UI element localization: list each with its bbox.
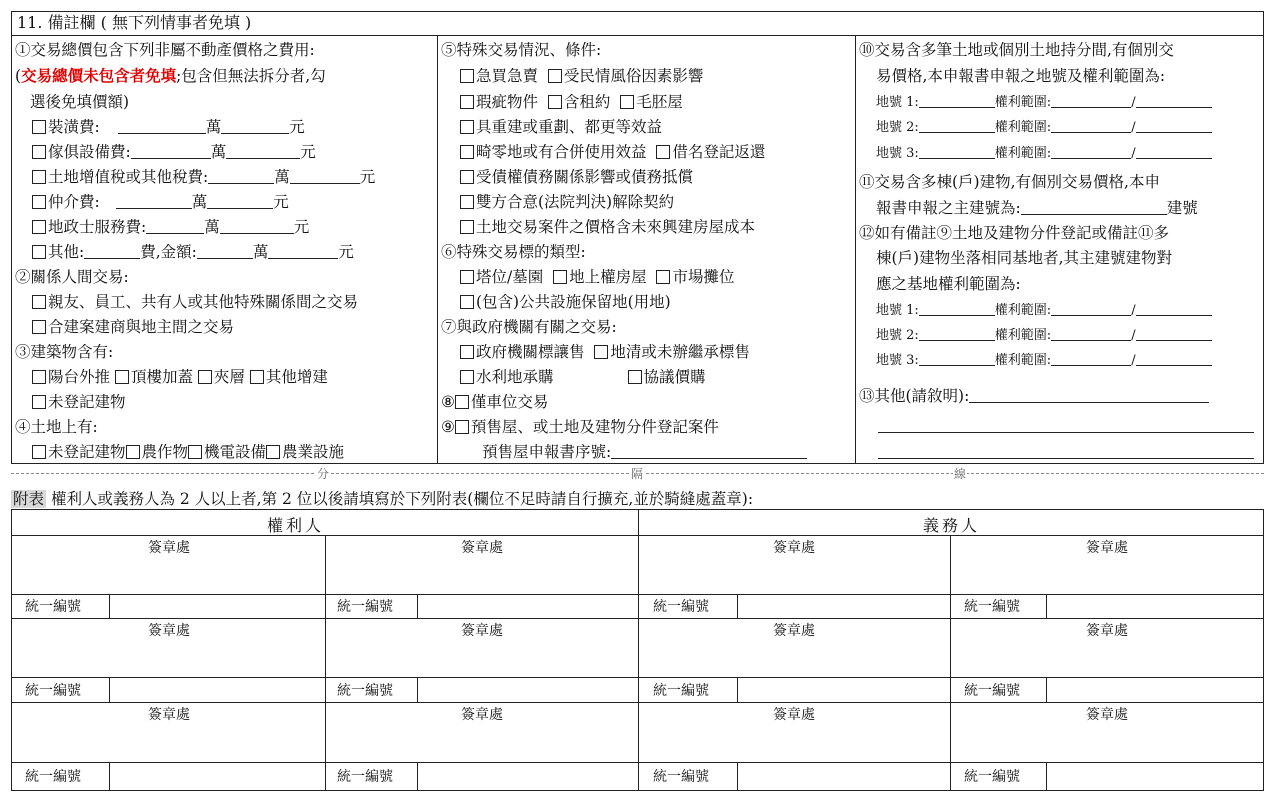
- item-12-rights-3-num[interactable]: [1051, 351, 1131, 366]
- uid-label: 統一編號: [964, 599, 1020, 615]
- furniture-wan-field[interactable]: [131, 144, 211, 159]
- future-cost-checkbox[interactable]: [460, 220, 474, 234]
- clearance-checkbox[interactable]: [594, 345, 608, 359]
- rebuild-checkbox[interactable]: [460, 120, 474, 134]
- seal-label: 簽章處: [461, 707, 503, 723]
- item-12-lot-2: 地號 2: 權利範圍: /: [876, 326, 1212, 346]
- uid-input[interactable]: [738, 595, 950, 618]
- odd-land-checkbox[interactable]: [460, 145, 474, 159]
- unregistered-row: 未登記建物: [32, 392, 126, 412]
- item-10-rights-1-den[interactable]: [1136, 93, 1212, 108]
- item-10-lot-3-field[interactable]: [919, 144, 995, 159]
- main-building-no-field[interactable]: [1021, 200, 1167, 215]
- uid-label: 統一編號: [337, 599, 393, 615]
- seal-label: 簽章處: [773, 540, 815, 556]
- seal-label: 簽章處: [773, 623, 815, 639]
- other-fee-wan-field[interactable]: [197, 244, 253, 259]
- item-13-field-1[interactable]: [969, 388, 1209, 403]
- seal-label: 簽章處: [1086, 623, 1128, 639]
- item-10-rights-2-num[interactable]: [1051, 118, 1131, 133]
- presale-serial-row: 預售屋申報書序號:: [482, 442, 807, 462]
- land-tax-yuan-field[interactable]: [290, 169, 360, 184]
- item-7-heading: ⑦與政府機關有關之交易:: [441, 318, 617, 336]
- uid-input[interactable]: [1047, 678, 1263, 702]
- attachment-note: 附表 權利人或義務人為 2 人以上者,第 2 位以後請填寫於下列附表(欄位不足時請自行擴充,並於騎縫處蓋章):: [13, 490, 754, 508]
- item-10-lot-2: 地號 2: 權利範圍: /: [876, 118, 1212, 138]
- attachment-tag: 附表: [13, 490, 45, 508]
- crops-checkbox[interactable]: [126, 445, 140, 459]
- relation-row: 親友、員工、共有人或其他特殊關係間之交易: [32, 292, 358, 312]
- urgent-checkbox[interactable]: [460, 69, 474, 83]
- item-10-rights-3-den[interactable]: [1136, 144, 1212, 159]
- negotiate-checkbox[interactable]: [628, 370, 642, 384]
- special-row-1: 急買急賣 受民情風俗因素影響: [460, 66, 703, 86]
- item-12-lot-2-field[interactable]: [919, 326, 995, 341]
- column-divider-1: [437, 36, 438, 464]
- shell-checkbox[interactable]: [620, 95, 634, 109]
- table-center-divider: [638, 510, 639, 790]
- seal-label: 簽章處: [1086, 540, 1128, 556]
- special-row-7: 土地交易案件之價格含未來興建房屋成本: [460, 217, 755, 237]
- renovation-checkbox[interactable]: [32, 120, 46, 134]
- special-row-4: 畸零地或有合併使用效益 借名登記返還: [460, 142, 765, 162]
- other-fee-checkbox[interactable]: [32, 245, 46, 259]
- uid-input[interactable]: [418, 595, 638, 618]
- item-10-rights-1-num[interactable]: [1051, 93, 1131, 108]
- not-included-note: 交易總價未包含者免填: [21, 66, 177, 85]
- item-6-heading: ⑥特殊交易標的類型:: [441, 243, 586, 261]
- uid-label: 統一編號: [964, 683, 1020, 699]
- uid-input[interactable]: [418, 763, 638, 790]
- land-tax-row: 土地增值稅或其他稅費: 萬 元: [32, 167, 375, 187]
- seal-label: 簽章處: [461, 540, 503, 556]
- table-divider-left: [325, 535, 326, 790]
- relation-checkbox[interactable]: [32, 295, 46, 309]
- seal-label: 簽章處: [773, 707, 815, 723]
- uid-input[interactable]: [110, 595, 325, 618]
- rights-holder-header: 權利人: [267, 516, 325, 535]
- item-12-lot-1: 地號 1: 權利範圍: /: [876, 301, 1212, 321]
- attachment-table: [11, 509, 1264, 791]
- uid-input[interactable]: [738, 763, 950, 790]
- item-10-rights-3-num[interactable]: [1051, 144, 1131, 159]
- joint-build-checkbox[interactable]: [32, 320, 46, 334]
- item-10-rights-2-den[interactable]: [1136, 118, 1212, 133]
- item-10-heading-2: 易價格,本申報書申報之地號及權利範圍為:: [876, 67, 1166, 85]
- farm-checkbox[interactable]: [266, 445, 280, 459]
- cancel-checkbox[interactable]: [460, 195, 474, 209]
- uid-label: 統一編號: [964, 769, 1020, 785]
- section-title: 11. 備註欄 ( 無下列情事者免填 ): [11, 11, 1264, 36]
- item-4-heading: ④土地上有:: [15, 418, 98, 436]
- debt-checkbox[interactable]: [460, 170, 474, 184]
- market-stall-checkbox[interactable]: [656, 270, 670, 284]
- cut-line-label-2: 隔: [631, 467, 644, 481]
- lease-checkbox[interactable]: [548, 95, 562, 109]
- gov-row-1: 政府機關標讓售 地清或未辦繼承標售: [460, 342, 750, 362]
- uid-label: 統一編號: [25, 683, 81, 699]
- uid-input[interactable]: [1047, 595, 1263, 618]
- item-12-lot-3: 地號 3: 權利範圍: /: [876, 351, 1212, 371]
- type-row-1: 塔位/墓園 地上權房屋 市場攤位: [460, 267, 734, 287]
- agent-fee-wan-field[interactable]: [116, 194, 192, 209]
- uid-input[interactable]: [738, 678, 950, 702]
- agent-fee-yuan-field[interactable]: [207, 194, 273, 209]
- type-row-2: (包含)公共設施保留地(用地): [460, 292, 671, 312]
- row-2-end: [12, 702, 1263, 703]
- uid-input[interactable]: [110, 678, 325, 702]
- item-10-lot-2-field[interactable]: [919, 118, 995, 133]
- unregistered-checkbox[interactable]: [32, 395, 46, 409]
- other-fee-row: 其他: 費,金額: 萬 元: [32, 242, 354, 262]
- furniture-row: 傢俱設備費: 萬 元: [32, 142, 316, 162]
- public-land-checkbox[interactable]: [460, 295, 474, 309]
- uid-label: 統一編號: [653, 769, 709, 785]
- special-row-3: 具重建或重劃、都更等效益: [460, 117, 662, 137]
- item-13-row: ⑬其他(請敘明):: [859, 386, 1209, 406]
- obligor-header: 義務人: [923, 516, 981, 535]
- renovation-wan-field[interactable]: [118, 119, 206, 134]
- seal-label: 簽章處: [1086, 707, 1128, 723]
- item-3-heading: ③建築物含有:: [15, 343, 114, 361]
- item-13-field-2[interactable]: [878, 432, 1254, 433]
- mech-checkbox[interactable]: [188, 445, 202, 459]
- uid-label: 統一編號: [25, 599, 81, 615]
- mezzanine-checkbox[interactable]: [198, 370, 212, 384]
- scrivener-checkbox[interactable]: [32, 220, 46, 234]
- nominee-checkbox[interactable]: [656, 145, 670, 159]
- seal-label: 簽章處: [148, 707, 190, 723]
- roof-checkbox[interactable]: [115, 370, 129, 384]
- folk-checkbox[interactable]: [548, 69, 562, 83]
- scrivener-wan-field[interactable]: [146, 219, 204, 234]
- item-1-note: (交易總價未包含者免填;包含但無法拆分者,勾: [15, 66, 326, 85]
- renovation-yuan-field[interactable]: [221, 119, 289, 134]
- uid-label: 統一編號: [337, 683, 393, 699]
- item-12-heading-2: 棟(戶)建物坐落相同基地者,其主建號建物對: [876, 249, 1173, 267]
- seal-label: 簽章處: [148, 540, 190, 556]
- defect-checkbox[interactable]: [460, 95, 474, 109]
- gov-tender-checkbox[interactable]: [460, 345, 474, 359]
- agent-fee-row: 仲介費: 萬 元: [32, 192, 289, 212]
- uid-input[interactable]: [110, 763, 325, 790]
- special-row-2: 瑕疵物件 含租約 毛胚屋: [460, 92, 683, 112]
- land-unreg-checkbox[interactable]: [32, 445, 46, 459]
- agent-fee-checkbox[interactable]: [32, 195, 46, 209]
- water-checkbox[interactable]: [460, 370, 474, 384]
- scrivener-row: 地政士服務費: 萬 元: [32, 217, 309, 237]
- item-12-heading: ⑫如有備註⑨土地及建物分件登記或備註⑪多: [859, 224, 1170, 242]
- item-10-heading: ⑩交易含多筆土地或個別土地持分間,有個別交: [859, 41, 1174, 59]
- item-12-rights-3-den[interactable]: [1136, 351, 1212, 366]
- item-11-building-row: 報書申報之主建號為: 建號: [876, 199, 1198, 217]
- item-2-heading: ②關係人間交易:: [15, 268, 129, 286]
- item-13-field-3[interactable]: [878, 458, 1254, 459]
- column-divider-2: [855, 36, 856, 464]
- item-10-lot-1-field[interactable]: [919, 93, 995, 108]
- seal-label: 簽章處: [148, 623, 190, 639]
- uid-label: 統一編號: [653, 599, 709, 615]
- row-1-end: [12, 618, 1263, 619]
- scrivener-yuan-field[interactable]: [220, 219, 294, 234]
- land-items-row: 未登記建物 農作物 機電設備 農業設施: [32, 442, 344, 462]
- presale-checkbox[interactable]: [455, 420, 469, 434]
- special-row-6: 雙方合意(法院判決)解除契約: [460, 192, 674, 212]
- tomb-checkbox[interactable]: [460, 270, 474, 284]
- item-9-row: ⑨ 預售屋、或土地及建物分件登記案件: [441, 418, 719, 436]
- other-fee-yuan-field[interactable]: [268, 244, 338, 259]
- gov-row-2: 水利地承購 協議價購: [460, 367, 706, 387]
- parking-only-checkbox[interactable]: [455, 395, 469, 409]
- item-1-note-2: 選後免填價額): [30, 93, 130, 111]
- item-8-row: ⑧ 僅車位交易: [441, 393, 549, 411]
- uid-label: 統一編號: [653, 683, 709, 699]
- item-12-rights-2-den[interactable]: [1136, 326, 1212, 341]
- item-12-rights-1-den[interactable]: [1136, 301, 1212, 316]
- item-12-heading-3: 應之基地權利範圍為:: [876, 275, 1021, 293]
- item-12-rights-2-num[interactable]: [1051, 326, 1131, 341]
- uid-label: 統一編號: [337, 769, 393, 785]
- presale-serial-field[interactable]: [611, 444, 807, 459]
- uid-label: 統一編號: [25, 769, 81, 785]
- land-tax-wan-field[interactable]: [208, 169, 274, 184]
- special-row-5: 受債權債務關係影響或債務抵償: [460, 167, 693, 187]
- item-5-heading: ⑤特殊交易情況、條件:: [441, 41, 602, 59]
- surface-rights-checkbox[interactable]: [553, 270, 567, 284]
- item-1-heading: ①交易總價包含下列非屬不動產價格之費用:: [15, 41, 315, 59]
- item-10-lot-1: 地號 1: 權利範圍: /: [876, 93, 1212, 113]
- land-tax-checkbox[interactable]: [32, 170, 46, 184]
- cut-line-label-1: 分: [317, 467, 330, 481]
- item-12-lot-1-field[interactable]: [919, 301, 995, 316]
- item-11-heading: ⑪交易含多棟(戶)建物,有個別交易價格,本申: [859, 173, 1160, 191]
- furniture-checkbox[interactable]: [32, 145, 46, 159]
- cut-line-label-3: 線: [954, 467, 967, 481]
- item-12-rights-1-num[interactable]: [1051, 301, 1131, 316]
- uid-input[interactable]: [1047, 763, 1263, 790]
- building-row: 陽台外推 頂樓加蓋 夾層 其他增建: [32, 367, 328, 387]
- joint-build-row: 合建案建商與地主間之交易: [32, 317, 234, 337]
- item-10-lot-3: 地號 3: 權利範圍: /: [876, 144, 1212, 164]
- seal-label: 簽章處: [461, 623, 503, 639]
- uid-input[interactable]: [418, 678, 638, 702]
- furniture-yuan-field[interactable]: [226, 144, 300, 159]
- renovation-row: 裝潢費: 萬 元: [32, 117, 305, 137]
- item-12-lot-3-field[interactable]: [919, 351, 995, 366]
- other-fee-name-field[interactable]: [84, 244, 140, 259]
- balcony-checkbox[interactable]: [32, 370, 46, 384]
- table-divider-right: [950, 535, 951, 790]
- other-extension-checkbox[interactable]: [250, 370, 264, 384]
